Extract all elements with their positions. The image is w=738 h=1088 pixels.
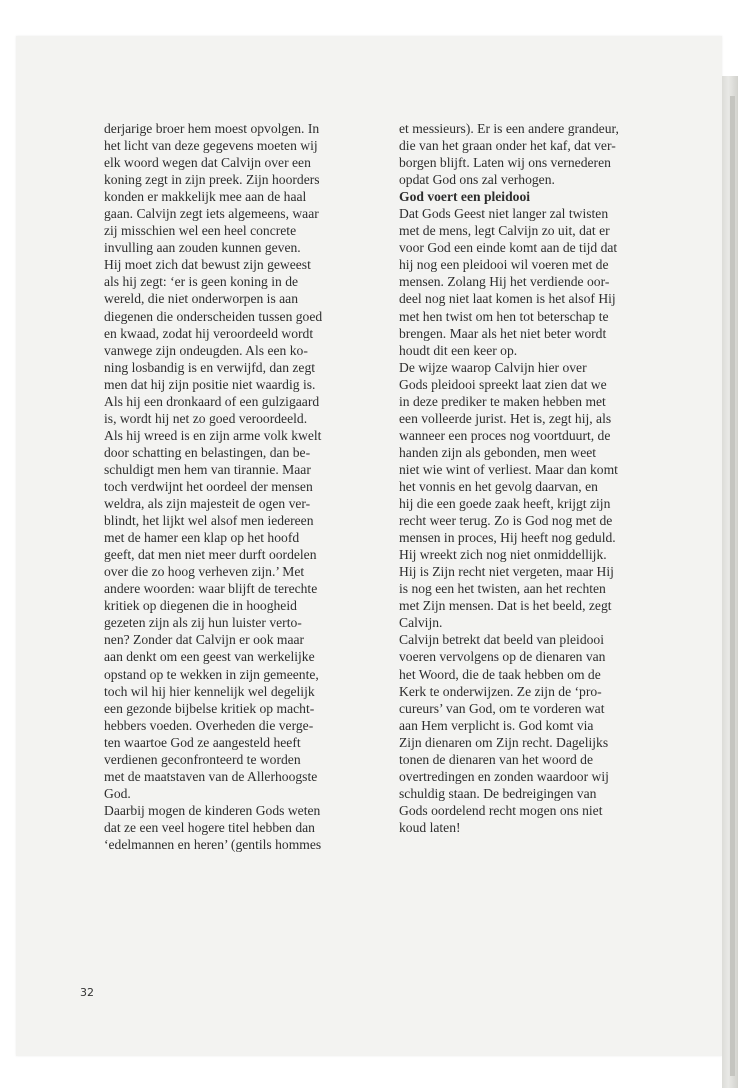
section-heading: God voert een pleidooi [399,189,531,205]
page-edge-shadow [730,96,735,1076]
left-paragraph-2: Daarbij mogen de kinderen Gods weten dat ze een veel hogere titel hebben dan ‘edelmannen en heren’ (gentils hommes [104,802,322,852]
left-column [104,120,376,853]
right-column [399,120,671,836]
left-paragraph-1: derjarige broer hem moest opvolgen. In het licht van deze gegevens moeten wij elk woord wegen dat Calvijn over een koning zegt in zijn preek. Zijn hoorders konden er makkelijk mee aan de haal gaan. Calvijn zegt iets algemeens, waar zij misschien wel een heel concrete invulling aan zouden kunnen geven. Hij moet zich dat bewust zijn geweest als hij zegt: ‘er is geen koning in de wereld, die niet onderworpen is aan diegenen die onderscheiden tussen goed en kwaad, zodat hij veroordeeld wordt vanwege zijn ondeugden. Als een ko- ning losbandig is en verwijfd, dan zegt men dat hij zijn positie niet waardig is. Als hij een dronkaard of een gulzigaard is, wordt hij net zo goed veroordeeld. Als hij wreed is en zijn arme volk kwelt door schatting en belastingen, dan be- schuldigt men hem van tirannie. Maar toch verdwijnt het oordeel der mensen weldra, als zijn majesteit de ogen ver- blindt, het lijkt wel alsof men iedereen met de hamer een klap op het hoofd geeft, dat men niet meer durft oordelen over die zo hoog verheven zijn.’ Met andere woorden: waar blijft de terechte kritiek op diegenen die in hoogheid gezeten zijn als zij hun luister verto- nen? Zonder dat Calvijn er ook maar aan denkt om een geest van werkelijke opstand op te wekken in zijn gemeente, toch wil hij hier kennelijk wel degelijk een gezonde bijbelse kritiek op macht- hebbers voeden. Overheden die verge- ten waartoe God ze aangesteld heeft verdienen geconfronteerd te worden met de maatstaven van de Allerhoogste God. [104,121,323,801]
right-intro-paragraph: et messieurs). Er is een andere grandeur, die van het graan onder het kaf, dat ver- borgen blijft. Laten wij ons vernederen opdat God ons zal verhogen. [399,121,619,188]
right-paragraph-3: Calvijn betrekt dat beeld van pleidooi voeren vervolgens op de dienaren van het Woord, die de taak hebben om de Kerk te onderwijzen. Ze zijn de ‘pro- cureurs’ van God, om te vorderen wat aan Hem verplicht is. God komt via Zijn dienaren om Zijn recht. Dagelijks tonen de dienaren van het woord de overtredingen en zonden waardoor wij schuldig staan. De bedreigingen van Gods oordelend recht mogen ons niet koud laten! [399,632,609,835]
right-paragraph-1: Dat Gods Geest niet langer zal twisten met de mens, legt Calvijn zo uit, dat er voor God een einde komt aan de tijd dat hij nog een pleidooi wil voeren met de mensen. Zolang Hij het verdiende oor- deel nog niet laat komen is het alsof Hij met hen twist om hen tot beterschap te brengen. Maar als het niet beter wordt houdt dit een keer op. [399,206,618,358]
page-number: 32 [80,986,94,999]
right-paragraph-2: De wijze waarop Calvijn hier over Gods pleidooi spreekt laat zien dat we in deze prediker te maken hebben met een volleerde jurist. Het is, zegt hij, als wanneer een proces nog voortduurt, de handen zijn als gebonden, men weet niet wie wint of verliest. Maar dan komt het vonnis en het gevolg daarvan, en hij die een goede zaak heeft, krijgt zijn recht weer terug. Zo is God nog met de mensen in proces, Hij heeft nog geduld. Hij wreekt zich nog niet onmiddellijk. Hij is Zijn recht niet vergeten, maar Hij is nog een het twisten, aan het rechten met Zijn mensen. Dat is het beeld, zegt Calvijn. [399,359,618,631]
